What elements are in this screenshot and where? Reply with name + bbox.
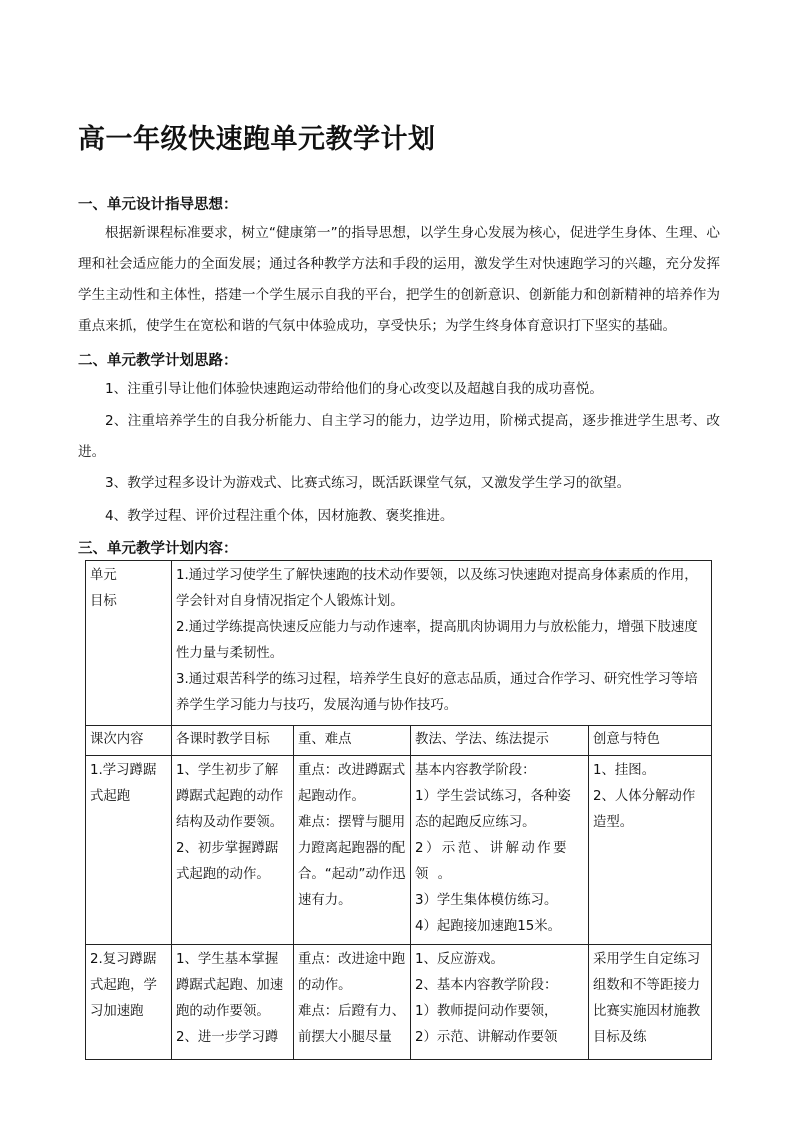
cell-text: 1、学生初步了解蹲踞式起跑的动作结构及动作要领。 <box>176 763 284 830</box>
unit-goal: 1.通过学习使学生了解快速跑的技术动作要领，以及练习快速跑对提高身体素质的作用，学会针对自身情况指定个人锻炼计划。 <box>176 568 698 609</box>
header-cell: 课次内容 <box>86 726 172 756</box>
lesson-content-cell: 2.复习蹲踞式起跑，学习加速跑 <box>86 945 172 1060</box>
cell-text: 2）示范、讲解动作要领 <box>415 1030 558 1045</box>
cell-text: 4）起跑接加速跑15米。 <box>415 919 562 934</box>
goal-label-cell <box>86 561 172 726</box>
teaching-plan-table <box>85 560 712 1060</box>
goal-label-line: 目标 <box>90 594 117 609</box>
table-row <box>86 756 712 945</box>
features-cell <box>589 756 712 945</box>
methods-cell <box>411 756 589 945</box>
features-cell <box>589 945 712 1060</box>
lesson-goals-cell <box>172 756 294 945</box>
key-points-cell <box>294 756 411 945</box>
cell-text: 重点：改进途中跑的动作。 <box>298 952 406 993</box>
cell-text: 重点：改进蹲踞式起跑动作。 <box>298 763 406 804</box>
table-header-row <box>86 726 712 756</box>
cell-text: 难点：摆臂与腿用力蹬离起跑器的配合。“起动”动作迅速有力。 <box>298 815 406 908</box>
table-row <box>86 561 712 726</box>
page-title: 高一年级快速跑单元教学计划 <box>78 124 436 155</box>
lesson-content-cell: 1.学习蹲踞式起跑 <box>86 756 172 945</box>
cell-text: 2、进一步学习蹲 <box>176 1030 279 1045</box>
header-cell: 各课时教学目标 <box>172 726 294 756</box>
section-1-heading: 一、单元设计指导思想： <box>78 197 238 213</box>
unit-goal: 2.通过学练提高快速反应能力与动作速率，提高肌肉协调用力与放松能力，增强下肢速度性力量与柔韧性。 <box>176 620 698 661</box>
section-1-body: 根据新课程标准要求，树立“健康第一”的指导思想，以学生身心发展为核心，促进学生身体、生理、心理和社会适应能力的全面发展；通过各种教学方法和手段的运用，激发学生对快速跑学习的兴趣，充分发挥学生主动性和主体性，搭建一个学生展示自我的平台，把学生的创新意识、创新能力和创新精神的培养作为重点来抓，使学生在宽松和谐的气氛中体验成功，享受快乐；为学生终身体育意识打下坚实的基础。 <box>78 225 720 334</box>
cell-text: 基本内容教学阶段： <box>415 763 536 778</box>
cell-text: 2）示范、讲解动作要领 。 <box>415 841 570 882</box>
table-row <box>86 945 712 1060</box>
section-2-item: 4、教学过程、评价过程注重个体，因材施教、褒奖推进。 <box>105 508 454 524</box>
cell-text: 难点：后蹬有力、前摆大小腿尽量 <box>298 1004 406 1045</box>
section-2-item: 2、注重培养学生的自我分析能力、自主学习的能力，边学边用，阶梯式提高，逐步推进学生思考、改进。 <box>78 413 720 460</box>
cell-text: 采用学生自定练习组数和不等距接力比赛实施因材施教目标及练 <box>593 952 701 1045</box>
methods-cell <box>411 945 589 1060</box>
cell-text: 2、基本内容教学阶段： <box>415 978 558 993</box>
cell-text: 3）学生集体模仿练习。 <box>415 893 558 908</box>
section-2-heading: 二、单元教学计划思路： <box>78 353 238 369</box>
unit-goal: 3.通过艰苦科学的练习过程，培养学生良好的意志品质，通过合作学习、研究性学习等培养学生学习能力与技巧，发展沟通与协作技巧。 <box>176 672 698 713</box>
header-cell: 重、难点 <box>294 726 411 756</box>
header-cell: 创意与特色 <box>589 726 712 756</box>
lesson-goals-cell <box>172 945 294 1060</box>
cell-text: 1）学生尝试练习，各种姿态的起跑反应练习。 <box>415 789 571 830</box>
cell-text: 1、挂图。 <box>593 763 656 778</box>
cell-text: 1）教师提问动作要领， <box>415 1004 558 1019</box>
goal-label-line: 单元 <box>90 568 117 583</box>
section-3-heading: 三、单元教学计划内容： <box>78 541 238 557</box>
unit-goals-cell <box>172 561 712 726</box>
section-2-item: 3、教学过程多设计为游戏式、比赛式练习，既活跃课堂气氛，又激发学生学习的欲望。 <box>105 475 631 491</box>
cell-text: 1、反应游戏。 <box>415 952 504 967</box>
key-points-cell <box>294 945 411 1060</box>
cell-text: 2、初步掌握蹲踞式起跑的动作。 <box>176 841 279 882</box>
header-cell: 教法、学法、练法提示 <box>411 726 589 756</box>
section-2-item: 1、注重引导让他们体验快速跑运动带给他们的身心改变以及超越自我的成功喜悦。 <box>105 381 604 397</box>
cell-text: 1、学生基本掌握蹲踞式起跑、加速跑的动作要领。 <box>176 952 284 1019</box>
cell-text: 2、人体分解动作造型。 <box>593 789 696 830</box>
